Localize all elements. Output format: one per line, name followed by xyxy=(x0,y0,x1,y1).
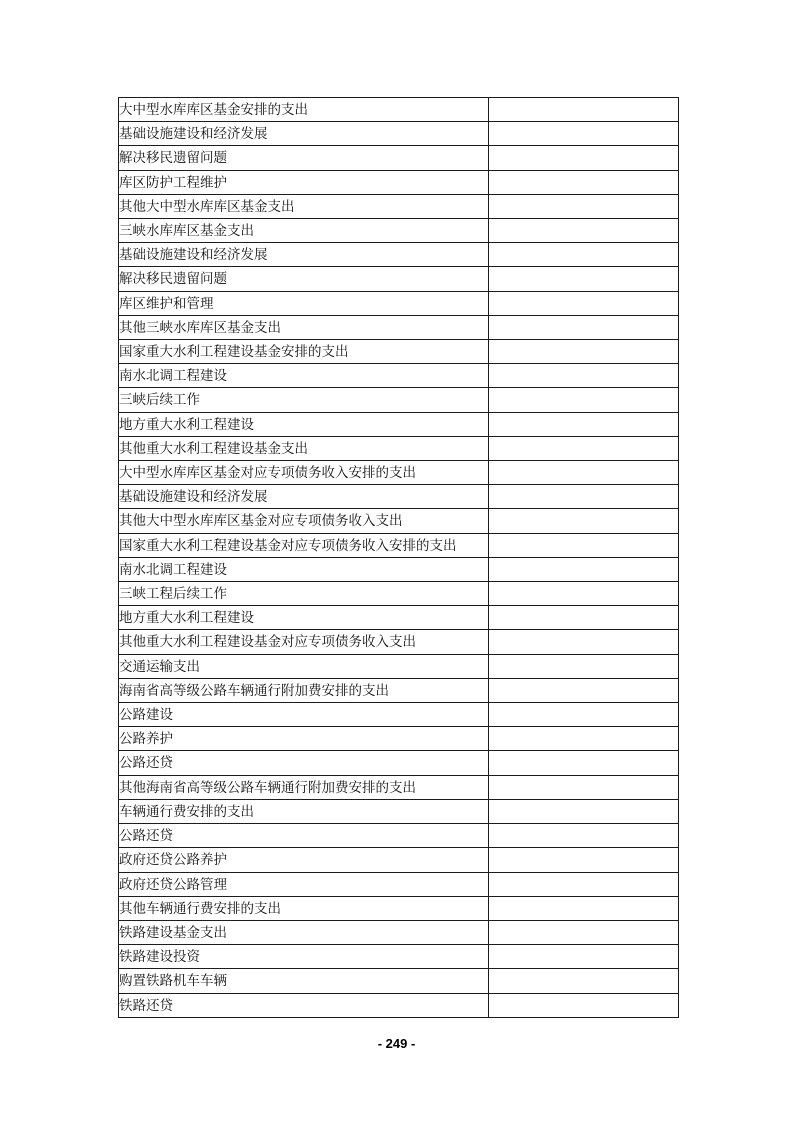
amount-cell xyxy=(489,340,679,364)
table-row xyxy=(119,194,679,218)
table-row xyxy=(119,340,679,364)
table-row xyxy=(119,219,679,243)
table-row xyxy=(119,485,679,509)
table-row xyxy=(119,461,679,485)
budget-table-body xyxy=(119,98,679,1018)
item-name-cell: 其他海南省高等级公路车辆通行附加费安排的支出 xyxy=(119,775,489,799)
item-name-cell: 铁路建设基金支出 xyxy=(119,920,489,944)
item-name-cell: 其他车辆通行费安排的支出 xyxy=(119,896,489,920)
amount-cell xyxy=(489,122,679,146)
item-name-cell: 国家重大水利工程建设基金对应专项债务收入安排的支出 xyxy=(119,533,489,557)
amount-cell xyxy=(489,267,679,291)
table-row xyxy=(119,146,679,170)
table-row xyxy=(119,824,679,848)
item-name-cell: 三峡后续工作 xyxy=(119,388,489,412)
amount-cell xyxy=(489,98,679,122)
item-name-cell: 车辆通行费安排的支出 xyxy=(119,799,489,823)
amount-cell xyxy=(489,243,679,267)
amount-cell xyxy=(489,727,679,751)
amount-cell xyxy=(489,630,679,654)
table-row xyxy=(119,533,679,557)
item-name-cell: 三峡水库库区基金支出 xyxy=(119,219,489,243)
amount-cell xyxy=(489,412,679,436)
item-name-cell: 其他大中型水库库区基金支出 xyxy=(119,194,489,218)
item-name-cell: 铁路还贷 xyxy=(119,993,489,1017)
amount-cell xyxy=(489,703,679,727)
table-row xyxy=(119,412,679,436)
table-row xyxy=(119,509,679,533)
budget-table xyxy=(118,97,679,1018)
table-row xyxy=(119,388,679,412)
item-name-cell: 海南省高等级公路车辆通行附加费安排的支出 xyxy=(119,678,489,702)
table-row xyxy=(119,775,679,799)
amount-cell xyxy=(489,509,679,533)
amount-cell xyxy=(489,146,679,170)
table-row xyxy=(119,243,679,267)
amount-cell xyxy=(489,872,679,896)
item-name-cell: 解决移民遗留问题 xyxy=(119,146,489,170)
table-row xyxy=(119,557,679,581)
table-row xyxy=(119,436,679,460)
item-name-cell: 大中型水库库区基金对应专项债务收入安排的支出 xyxy=(119,461,489,485)
item-name-cell: 其他重大水利工程建设基金支出 xyxy=(119,436,489,460)
amount-cell xyxy=(489,848,679,872)
table-row xyxy=(119,98,679,122)
table-row xyxy=(119,896,679,920)
amount-cell xyxy=(489,485,679,509)
table-row xyxy=(119,920,679,944)
table-row xyxy=(119,799,679,823)
item-name-cell: 基础设施建设和经济发展 xyxy=(119,243,489,267)
table-row xyxy=(119,703,679,727)
amount-cell xyxy=(489,582,679,606)
item-name-cell: 三峡工程后续工作 xyxy=(119,582,489,606)
table-row xyxy=(119,993,679,1017)
item-name-cell: 其他三峡水库库区基金支出 xyxy=(119,315,489,339)
table-row xyxy=(119,582,679,606)
amount-cell xyxy=(489,219,679,243)
amount-cell xyxy=(489,194,679,218)
item-name-cell: 国家重大水利工程建设基金安排的支出 xyxy=(119,340,489,364)
item-name-cell: 解决移民遗留问题 xyxy=(119,267,489,291)
amount-cell xyxy=(489,920,679,944)
item-name-cell: 政府还贷公路养护 xyxy=(119,848,489,872)
amount-cell xyxy=(489,896,679,920)
table-row xyxy=(119,122,679,146)
item-name-cell: 南水北调工程建设 xyxy=(119,557,489,581)
item-name-cell: 地方重大水利工程建设 xyxy=(119,412,489,436)
amount-cell xyxy=(489,170,679,194)
item-name-cell: 公路养护 xyxy=(119,727,489,751)
amount-cell xyxy=(489,436,679,460)
amount-cell xyxy=(489,945,679,969)
amount-cell xyxy=(489,824,679,848)
amount-cell xyxy=(489,557,679,581)
item-name-cell: 其他大中型水库库区基金对应专项债务收入支出 xyxy=(119,509,489,533)
table-row xyxy=(119,678,679,702)
item-name-cell: 公路建设 xyxy=(119,703,489,727)
item-name-cell: 铁路建设投资 xyxy=(119,945,489,969)
table-row xyxy=(119,654,679,678)
amount-cell xyxy=(489,775,679,799)
item-name-cell: 库区维护和管理 xyxy=(119,291,489,315)
amount-cell xyxy=(489,364,679,388)
amount-cell xyxy=(489,678,679,702)
table-row xyxy=(119,945,679,969)
table-row xyxy=(119,315,679,339)
amount-cell xyxy=(489,315,679,339)
table-row xyxy=(119,630,679,654)
table-row xyxy=(119,364,679,388)
item-name-cell: 其他重大水利工程建设基金对应专项债务收入支出 xyxy=(119,630,489,654)
item-name-cell: 政府还贷公路管理 xyxy=(119,872,489,896)
amount-cell xyxy=(489,388,679,412)
amount-cell xyxy=(489,969,679,993)
item-name-cell: 购置铁路机车车辆 xyxy=(119,969,489,993)
amount-cell xyxy=(489,654,679,678)
amount-cell xyxy=(489,799,679,823)
amount-cell xyxy=(489,461,679,485)
item-name-cell: 大中型水库库区基金安排的支出 xyxy=(119,98,489,122)
table-row xyxy=(119,872,679,896)
page-number: - 249 - xyxy=(377,1036,416,1051)
amount-cell xyxy=(489,606,679,630)
table-row xyxy=(119,267,679,291)
table-row xyxy=(119,969,679,993)
table-row xyxy=(119,170,679,194)
item-name-cell: 地方重大水利工程建设 xyxy=(119,606,489,630)
table-row xyxy=(119,291,679,315)
item-name-cell: 库区防护工程维护 xyxy=(119,170,489,194)
amount-cell xyxy=(489,533,679,557)
item-name-cell: 基础设施建设和经济发展 xyxy=(119,485,489,509)
amount-cell xyxy=(489,751,679,775)
table-row xyxy=(119,848,679,872)
table-row xyxy=(119,727,679,751)
amount-cell xyxy=(489,291,679,315)
table-row xyxy=(119,606,679,630)
table-row xyxy=(119,751,679,775)
item-name-cell: 公路还贷 xyxy=(119,751,489,775)
item-name-cell: 交通运输支出 xyxy=(119,654,489,678)
item-name-cell: 南水北调工程建设 xyxy=(119,364,489,388)
amount-cell xyxy=(489,993,679,1017)
item-name-cell: 公路还贷 xyxy=(119,824,489,848)
item-name-cell: 基础设施建设和经济发展 xyxy=(119,122,489,146)
